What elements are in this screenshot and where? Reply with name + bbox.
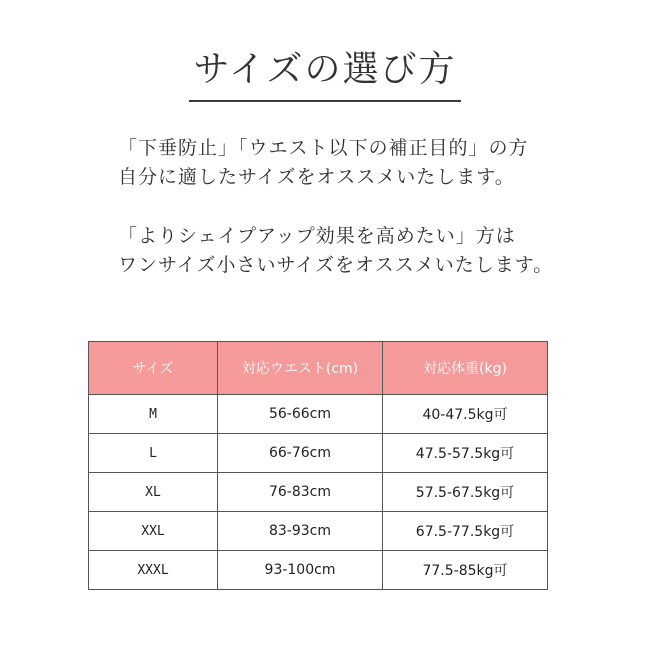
paragraph-2-line-1: 「よりシェイプアップ効果を高めたい」方は xyxy=(118,225,516,247)
waist-cell: 93-100cm xyxy=(218,551,383,590)
recommendation-paragraph-1 xyxy=(118,134,529,192)
weight-cell: 67.5-77.5kg可 xyxy=(383,512,548,551)
table-row xyxy=(89,512,548,551)
paragraph-1-line-2: 自分に適したサイズをオススメいたします。 xyxy=(118,166,515,188)
paragraph-2-line-2: ワンサイズ小さいサイズをオススメいたします。 xyxy=(118,254,554,276)
weight-cell: 47.5-57.5kg可 xyxy=(383,434,548,473)
table-row xyxy=(89,434,548,473)
weight-cell: 77.5-85kg可 xyxy=(383,551,548,590)
header-size: サイズ xyxy=(89,342,218,395)
header-weight: 対応体重(kg) xyxy=(383,342,548,395)
size-cell: L xyxy=(89,434,218,473)
size-cell: XXXL xyxy=(89,551,218,590)
weight-cell: 57.5-67.5kg可 xyxy=(383,473,548,512)
waist-cell: 66-76cm xyxy=(218,434,383,473)
table-row xyxy=(89,395,548,434)
table-header-row xyxy=(89,342,548,395)
size-cell: M xyxy=(89,395,218,434)
paragraph-1-line-1: 「下垂防止」「ウエスト以下の補正目的」の方 xyxy=(118,137,529,159)
waist-cell: 76-83cm xyxy=(218,473,383,512)
weight-cell: 40-47.5kg可 xyxy=(383,395,548,434)
table-row xyxy=(89,551,548,590)
title-container xyxy=(0,46,650,102)
size-chart-table xyxy=(88,341,548,590)
header-waist: 対応ウエスト(cm) xyxy=(218,342,383,395)
page-title: サイズの選び方 xyxy=(189,46,460,102)
recommendation-paragraph-2 xyxy=(118,222,553,280)
waist-cell: 56-66cm xyxy=(218,395,383,434)
size-cell: XL xyxy=(89,473,218,512)
waist-cell: 83-93cm xyxy=(218,512,383,551)
table-row xyxy=(89,473,548,512)
size-cell: XXL xyxy=(89,512,218,551)
